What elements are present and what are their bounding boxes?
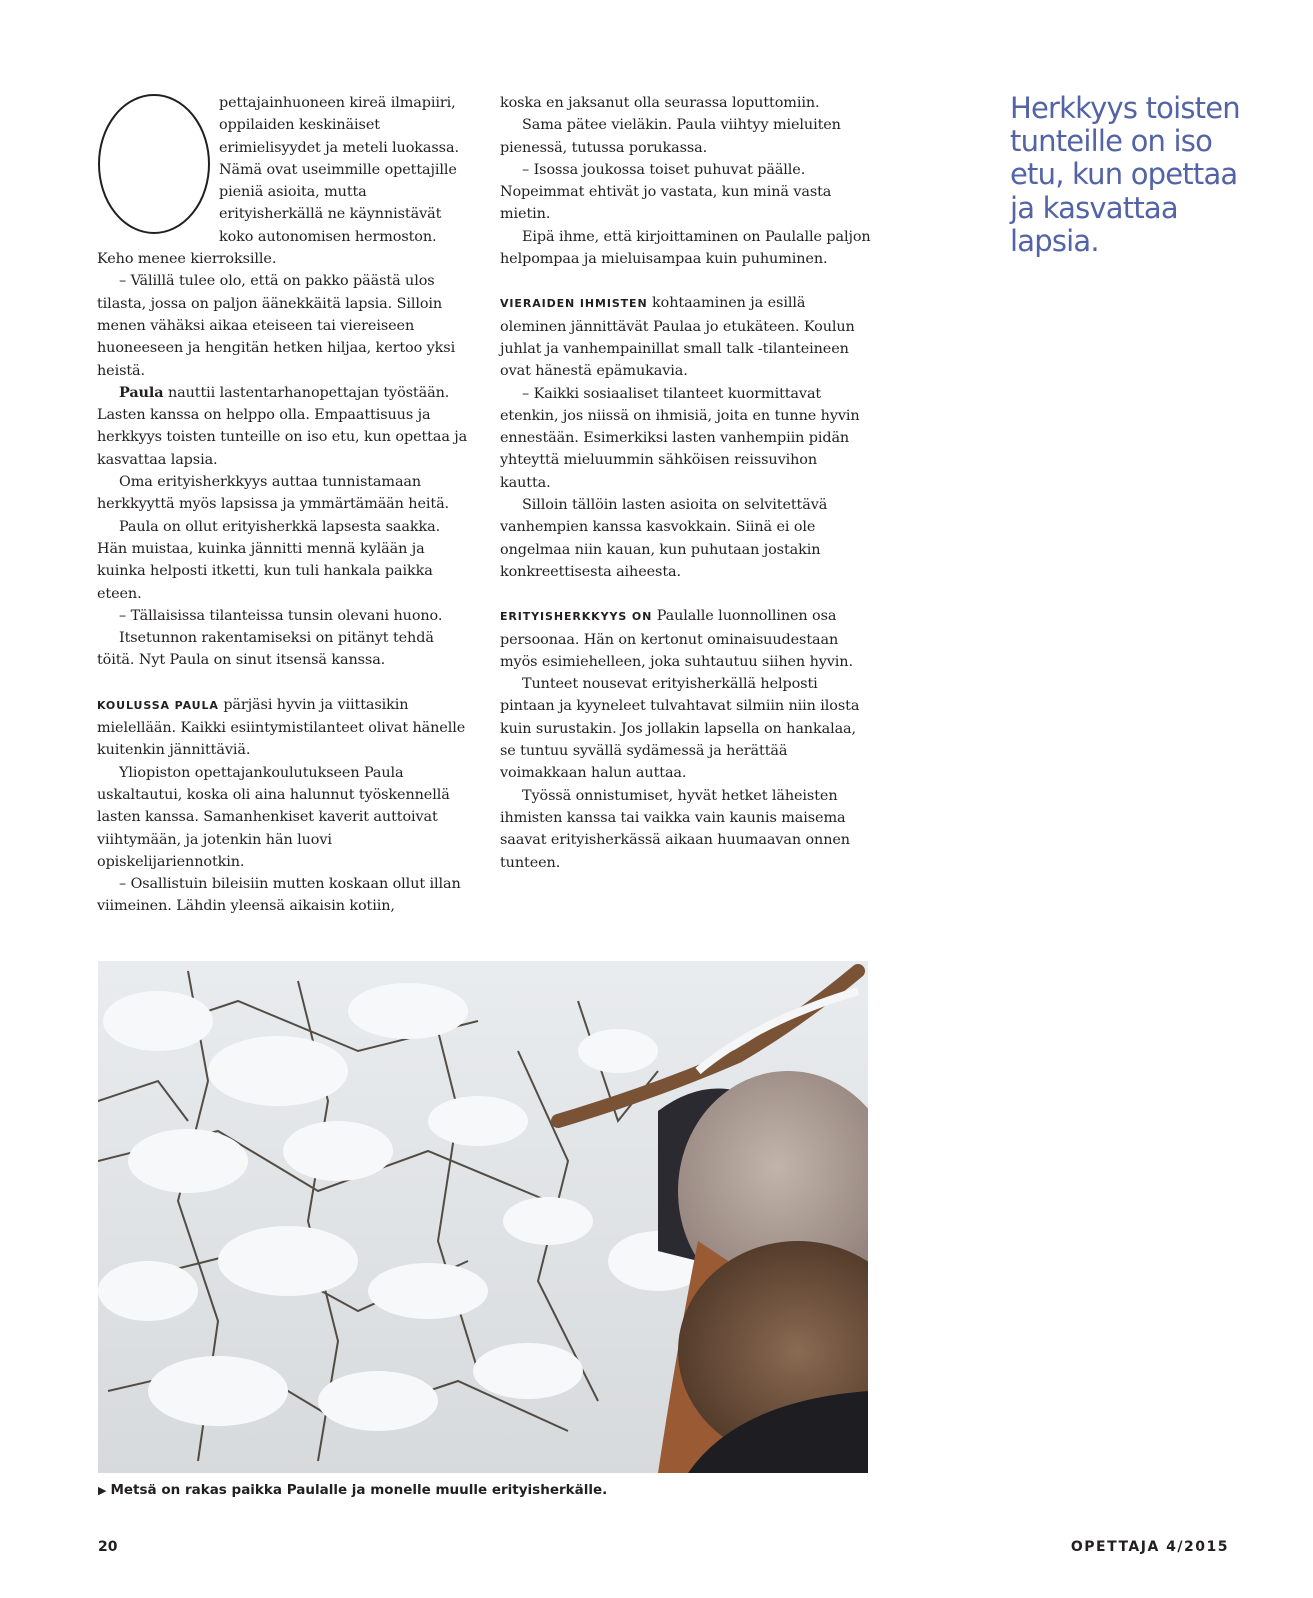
section-lead-in: VIERAIDEN IHMISTEN bbox=[500, 297, 648, 311]
paragraph: pettajainhuoneen kireä ilmapiiri, oppilaiden keskinäiset erimielisyydet ja meteli luokassa. Nämä ovat useimmille opettajille pieniä asioita, mutta erityisherkällä ne käynnistävät koko autonomisen hermoston. Keho menee kierroksille. bbox=[97, 95, 459, 268]
paragraph: – Kaikki sosiaaliset tilanteet kuormittavat etenkin, jos niissä on ihmisiä, joita en tunne hyvin ennestään. Esimerkiksi lasten vanhempiin pidän yhteyttä mieluummin sähköisen reissuvihon kautta. bbox=[500, 385, 860, 491]
caption-text: Metsä on rakas paikka Paulalle ja monelle muulle erityisherkälle. bbox=[110, 1482, 608, 1498]
paragraph: Työssä onnistumiset, hyvät hetket läheisten ihmisten kanssa tai vaikka vain kaunis maisema saavat erityisherkässä aikaan huumaavan onnen tunteen. bbox=[500, 787, 850, 871]
paragraph: Sama pätee vieläkin. Paula viihtyy mieluiten pienessä, tutussa porukassa. bbox=[500, 117, 841, 156]
paragraph: koska en jaksanut olla seurassa loputtomiin. bbox=[500, 95, 820, 111]
caption-arrow-icon: ▶ bbox=[98, 1484, 107, 1497]
paragraph-text: Paulalle luonnollinen osa persoonaa. Hän on kertonut ominaisuudestaan myös esimiehelleen, joka suhtautuu siihen hyvin. bbox=[500, 608, 853, 670]
paragraph: Paula on ollut erityisherkkä lapsesta saakka. Hän muistaa, kuinka jännitti mennä kylään ja kuinka helposti itketti, kun tuli hankala paikka eteen. bbox=[97, 518, 441, 602]
paragraph bbox=[500, 292, 872, 382]
magazine-issue: OPETTAJA 4/2015 bbox=[1070, 1539, 1229, 1555]
paragraph: – Isossa joukossa toiset puhuvat päälle. Nopeimmat ehtivät jo vastata, kun minä vasta mietin. bbox=[500, 161, 832, 223]
photo-caption bbox=[98, 1482, 607, 1498]
paragraph: Eipä ihme, että kirjoittaminen on Paulalle paljon helpompaa ja mieluisampaa kuin puhuminen. bbox=[500, 228, 871, 268]
paragraph bbox=[97, 694, 469, 762]
article-photo bbox=[98, 961, 868, 1473]
article-column-2 bbox=[500, 92, 872, 874]
paragraph: Tunteet nousevat erityisherkällä helposti pintaan ja kyyneleet tulvahtavat silmiin niin ilosta kuin surustakin. Jos jollakin lapsella on hankalaa, se tuntuu syvällä sydämessä ja herättää voimakkaan halun auttaa. bbox=[500, 676, 860, 782]
article-column-1 bbox=[97, 92, 469, 918]
section-lead-in: KOULUSSA PAULA bbox=[97, 698, 219, 712]
paragraph bbox=[500, 605, 872, 673]
paragraph: – Tällaisissa tilanteissa tunsin olevani huono. bbox=[119, 607, 443, 624]
paragraph: Oma erityisherkkyys auttaa tunnistamaan herkkyyttä myös lapsissa ja ymmärtämään heitä. bbox=[97, 474, 450, 513]
paragraph bbox=[97, 382, 469, 471]
snowy-forest-image bbox=[98, 961, 868, 1473]
section-lead-in: ERITYISHERKKYYS ON bbox=[500, 610, 653, 624]
paragraph-text: nauttii lastentarhanopettajan työstään. Lasten kanssa on helppo olla. Empaattisuus ja herkkyys toisten tunteille on iso etu, kun opettaa ja kasvattaa lapsia. bbox=[97, 384, 468, 468]
paragraph-text: pärjäsi hyvin ja viittasikin mielellään. Kaikki esiintymistilanteet olivat hänelle kuitenkin jännittäviä. bbox=[97, 696, 466, 759]
page-number: 20 bbox=[98, 1539, 118, 1555]
paragraph: Itsetunnon rakentamiseksi on pitänyt tehdä töitä. Nyt Paula on sinut itsensä kanssa. bbox=[97, 630, 434, 669]
paragraph: – Välillä tulee olo, että on pakko päästä ulos tilasta, jossa on paljon äänekkäitä lapsia. Silloin menen vähäksi aikaa eteiseen tai viereiseen huoneeseen ja hengitän hetken hiljaa, kertoo yksi heistä. bbox=[97, 273, 456, 379]
paragraph: – Osallistuin bileisiin mutten koskaan ollut illan viimeinen. Lähdin yleensä aikaisin kotiin, bbox=[97, 876, 461, 915]
name-highlight: Paula bbox=[119, 383, 164, 401]
paragraph: Yliopiston opettajankoulutukseen Paula uskaltautui, koska oli aina halunnut työskennellä lasten kanssa. Samanhenkiset kaverit auttoivat viihtymään, ja jotenkin hän luovi opiskelijariennotkin. bbox=[97, 764, 450, 870]
drop-cap-o bbox=[97, 92, 213, 235]
pull-quote: Herkkyys toisten tunteille on iso etu, kun opettaa ja kasvattaa lapsia. bbox=[1010, 91, 1240, 258]
paragraph-text: kohtaaminen ja esillä oleminen jännittävät Paulaa jo etukäteen. Koulun juhlat ja vanhempainillat small talk -tilanteineen ovat hänestä epämukavia. bbox=[500, 295, 855, 380]
paragraph: Silloin tällöin lasten asioita on selvitettävä vanhempien kanssa kasvokkain. Siinä ei ole ongelmaa niin kauan, kun puhutaan jostakin konkreettisesta aiheesta. bbox=[500, 497, 828, 580]
